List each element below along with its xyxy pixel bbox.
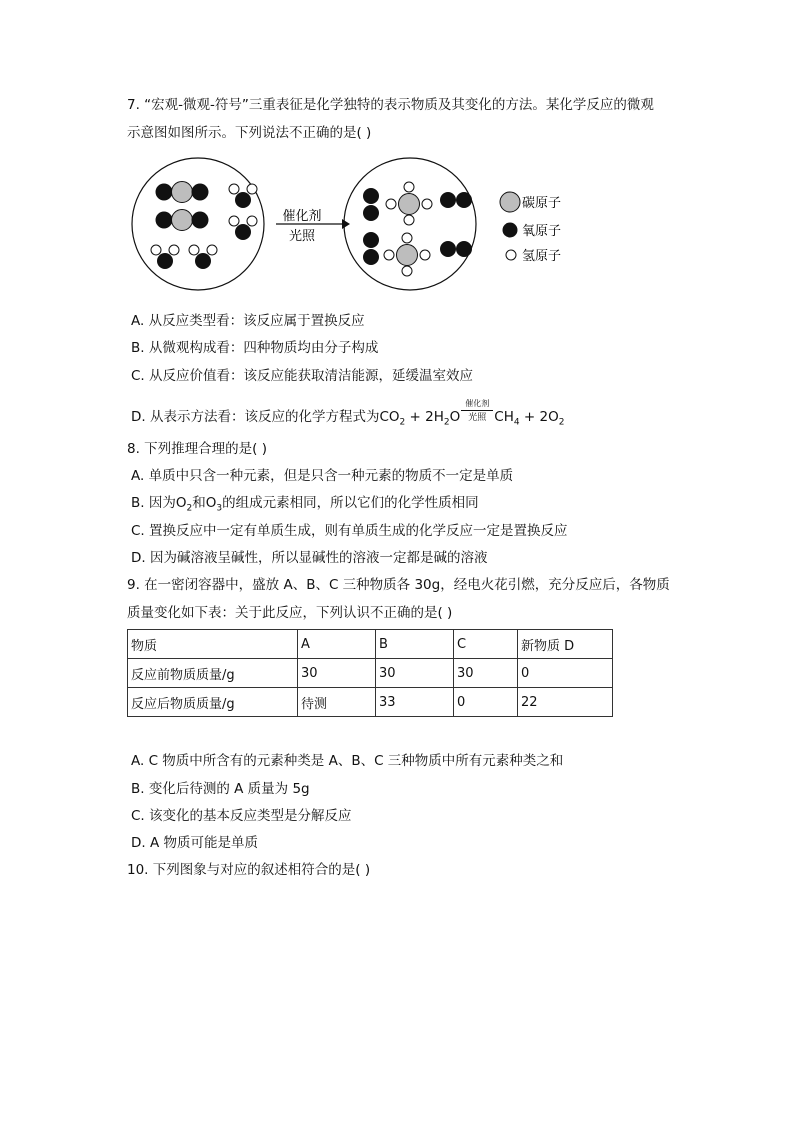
- q8-option-a: A. 单质中只含一种元素，但是只含一种元素的物质不一定是单质: [131, 468, 514, 484]
- table-cell: A: [298, 630, 376, 659]
- q8-option-b: B. 因为$O_2$和$O_3$的组成元素相同，所以它们的化学性质相同: [131, 495, 479, 514]
- q7-option-c: C. 从反应价值看：该反应能获取清洁能源，延缓温室效应: [131, 368, 474, 384]
- arrow-condition-top: 催化剂: [282, 209, 322, 224]
- co2-molecule: [156, 182, 209, 203]
- q7-stem-line1: 7. “宏观-微观-符号”三重表征是化学独特的表示物质及其变化的方法。某化学反应的微观: [127, 97, 654, 113]
- mass-table: [127, 629, 613, 717]
- o2-molecule: [363, 232, 379, 265]
- q8-option-c: C. 置换反应中一定有单质生成，则有单质生成的化学反应一定是置换反应: [131, 523, 568, 539]
- legend-carbon: [500, 192, 561, 212]
- reaction-diagram: [128, 150, 578, 298]
- h2o-molecule: [189, 245, 217, 269]
- table-cell: 物质: [128, 630, 298, 659]
- h2o-molecule: [229, 216, 257, 240]
- table-cell: 0: [454, 688, 518, 717]
- table-row: [128, 659, 613, 688]
- table-cell: B: [376, 630, 454, 659]
- svg-text:氧原子: 氧原子: [522, 224, 562, 239]
- o2-molecule: [363, 188, 379, 221]
- arrow-condition-bottom: 光照: [288, 229, 316, 244]
- q7-stem-line2: 示意图如图所示。下列说法不正确的是( ): [127, 125, 372, 141]
- table-cell: C: [454, 630, 518, 659]
- table-cell: 30: [454, 659, 518, 688]
- h2o-molecule: [151, 245, 179, 269]
- q9-stem-line2: 质量变化如下表：关于此反应，下列认识不正确的是( ): [127, 605, 453, 621]
- q9-option-b: B. 变化后待测的 A 质量为 5g: [131, 781, 310, 797]
- table-header-row: [128, 630, 613, 659]
- table-cell: 30: [376, 659, 454, 688]
- q7-option-b: B. 从微观构成看：四种物质均由分子构成: [131, 340, 379, 356]
- q8-stem: 8. 下列推理合理的是( ): [127, 441, 267, 457]
- table-cell: 反应前物质质量/g: [128, 659, 298, 688]
- h2o-molecule: [229, 184, 257, 208]
- reaction-condition: 催化剂 光照: [461, 399, 493, 423]
- table-row: [128, 688, 613, 717]
- table-cell: 22: [518, 688, 613, 717]
- q9-option-c: C. 该变化的基本反应类型是分解反应: [131, 808, 352, 824]
- o2-molecule: [440, 241, 472, 257]
- svg-text:氢原子: 氢原子: [522, 249, 562, 264]
- table-cell: 0: [518, 659, 613, 688]
- co2-molecule: [156, 210, 209, 231]
- o2-molecule: [440, 192, 472, 208]
- q9-option-a: A. C 物质中所含有的元素种类是 A、B、C 三种物质中所有元素种类之和: [131, 753, 564, 769]
- table-cell: 新物质 D: [518, 630, 613, 659]
- legend-oxygen: [503, 223, 562, 240]
- legend-hydrogen: [506, 249, 561, 264]
- svg-text:碳原子: 碳原子: [522, 196, 562, 211]
- ch4-molecule: [384, 233, 430, 276]
- q10-stem: 10. 下列图象与对应的叙述相符合的是( ): [127, 862, 371, 878]
- q7-option-a: A. 从反应类型看：该反应属于置换反应: [131, 313, 365, 329]
- table-cell: 反应后物质质量/g: [128, 688, 298, 717]
- arrow-head-icon: [342, 219, 350, 229]
- table-cell: 待测: [298, 688, 376, 717]
- ch4-molecule: [386, 182, 432, 225]
- q9-stem-line1: 9. 在一密闭容器中，盛放 A、B、C 三种物质各 30g，经电火花引燃，充分反应后，各物质: [127, 577, 670, 593]
- q7-option-d: D. 从表示方法看：该反应的化学方程式为$CO_2 + 2H_2O$ 催化剂 光照 $CH_4 + 2O_2$: [131, 399, 565, 428]
- table-cell: 30: [298, 659, 376, 688]
- table-cell: 33: [376, 688, 454, 717]
- q8-option-d: D. 因为碱溶液呈碱性，所以显碱性的溶液一定都是碱的溶液: [131, 550, 488, 566]
- q9-option-d: D. A 物质可能是单质: [131, 835, 259, 851]
